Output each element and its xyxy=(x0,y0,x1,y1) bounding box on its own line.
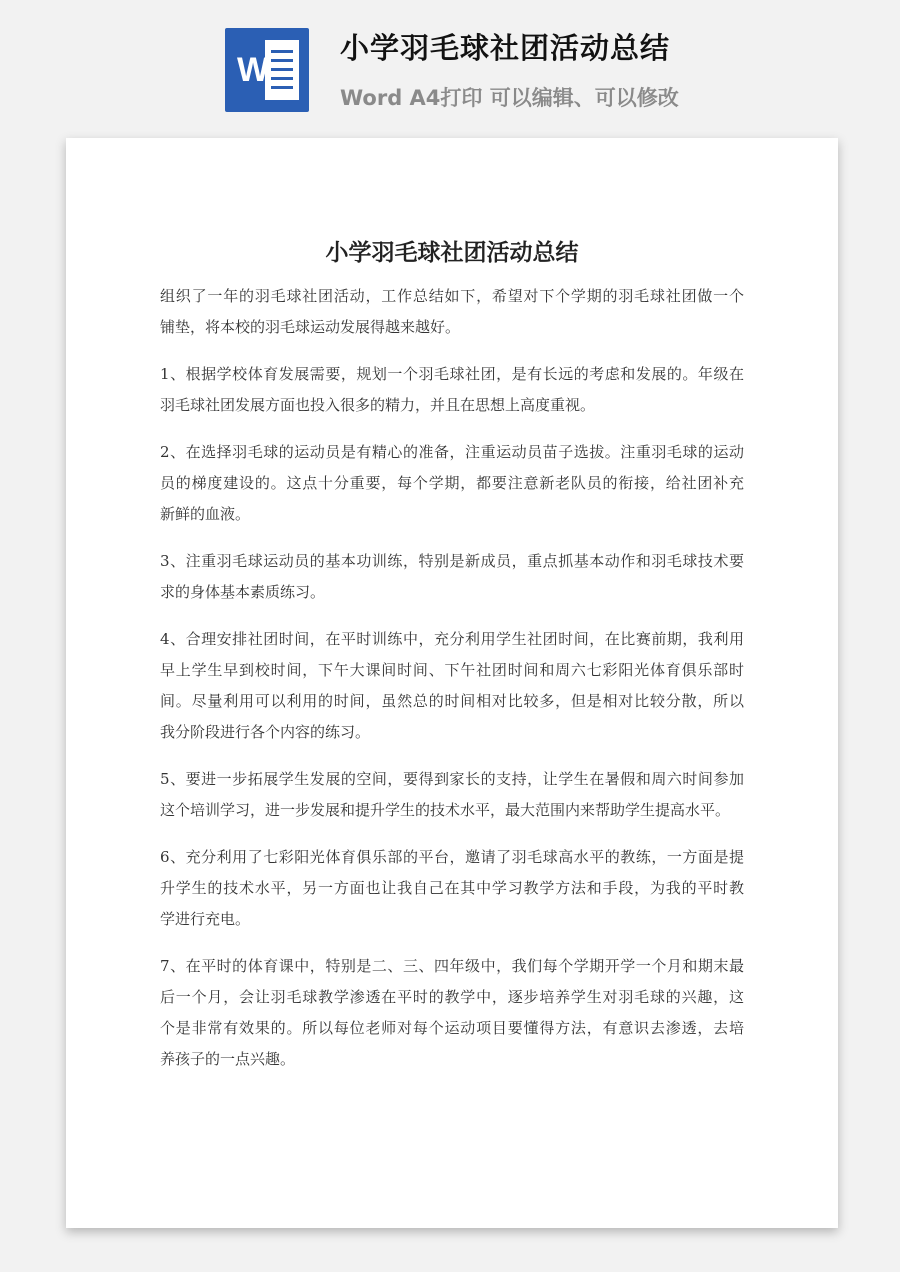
paragraph-line: 新鲜的血液。 xyxy=(160,505,251,523)
paragraph xyxy=(160,359,744,421)
paragraph-line: 升学生的技术水平，另一方面也让我自己在其中学习教学方法和手段，为我的平时教 xyxy=(160,879,744,897)
paragraph-line: 员的梯度建设的。这点十分重要，每个学期，都要注意新老队员的衔接，给社团补充 xyxy=(160,474,744,492)
paragraph-line: 3、注重羽毛球运动员的基本功训练，特别是新成员，重点抓基本动作和羽毛球技术要 xyxy=(160,552,744,570)
paragraph-line: 4、合理安排社团时间，在平时训练中，充分利用学生社团时间，在比赛前期，我利用 xyxy=(160,630,744,648)
word-document-icon: W xyxy=(225,28,309,112)
paragraph xyxy=(160,437,744,530)
paragraph-line: 6、充分利用了七彩阳光体育俱乐部的平台，邀请了羽毛球高水平的教练，一方面是提 xyxy=(160,848,744,866)
paragraph xyxy=(160,764,744,826)
paragraph-line: 7、在平时的体育课中，特别是二、三、四年级中，我们每个学期开学一个月和期末最 xyxy=(160,957,744,975)
paragraph-line: 5、要进一步拓展学生发展的空间，要得到家长的支持，让学生在暑假和周六时间参加 xyxy=(160,770,744,788)
banner-subtitle: Word A4打印 可以编辑、可以修改 xyxy=(340,86,679,110)
document-body xyxy=(160,281,744,1091)
paragraph-line: 早上学生早到校时间，下午大课间时间、下午社团时间和周六七彩阳光体育俱乐部时 xyxy=(160,661,744,679)
paragraph-line: 学进行充电。 xyxy=(160,910,251,928)
paragraph-line: 组织了一年的羽毛球社团活动，工作总结如下，希望对下个学期的羽毛球社团做一个 xyxy=(160,287,744,305)
paragraph-line: 间。尽量利用可以利用的时间，虽然总的时间相对比较多，但是相对比较分散，所以 xyxy=(160,692,744,710)
banner-title: 小学羽毛球社团活动总结 xyxy=(340,31,671,65)
paragraph xyxy=(160,951,744,1075)
paragraph-line: 1、根据学校体育发展需要，规划一个羽毛球社团，是有长远的考虑和发展的。年级在 xyxy=(160,365,744,383)
paragraph-line: 个是非常有效果的。所以每位老师对每个运动项目要懂得方法，有意识去渗透，去培 xyxy=(160,1019,744,1037)
paragraph-line: 后一个月，会让羽毛球教学渗透在平时的教学中，逐步培养学生对羽毛球的兴趣，这 xyxy=(160,988,744,1006)
paragraph xyxy=(160,281,744,343)
paragraph-line: 养孩子的一点兴趣。 xyxy=(160,1050,296,1068)
paragraph-line: 求的身体基本素质练习。 xyxy=(160,583,326,601)
paragraph-line: 铺垫，将本校的羽毛球运动发展得越来越好。 xyxy=(160,318,461,336)
paragraph-line: 我分阶段进行各个内容的练习。 xyxy=(160,723,371,741)
document-page xyxy=(66,138,838,1228)
paragraph xyxy=(160,546,744,608)
document-title: 小学羽毛球社团活动总结 xyxy=(325,239,579,266)
paragraph xyxy=(160,842,744,935)
paragraph-line: 这个培训学习，进一步发展和提升学生的技术水平，最大范围内来帮助学生提高水平。 xyxy=(160,801,731,819)
banner-header xyxy=(0,0,900,130)
paragraph xyxy=(160,624,744,748)
paragraph-line: 2、在选择羽毛球的运动员是有精心的准备，注重运动员苗子选拔。注重羽毛球的运动 xyxy=(160,443,744,461)
paragraph-line: 羽毛球社团发展方面也投入很多的精力，并且在思想上高度重视。 xyxy=(160,396,596,414)
